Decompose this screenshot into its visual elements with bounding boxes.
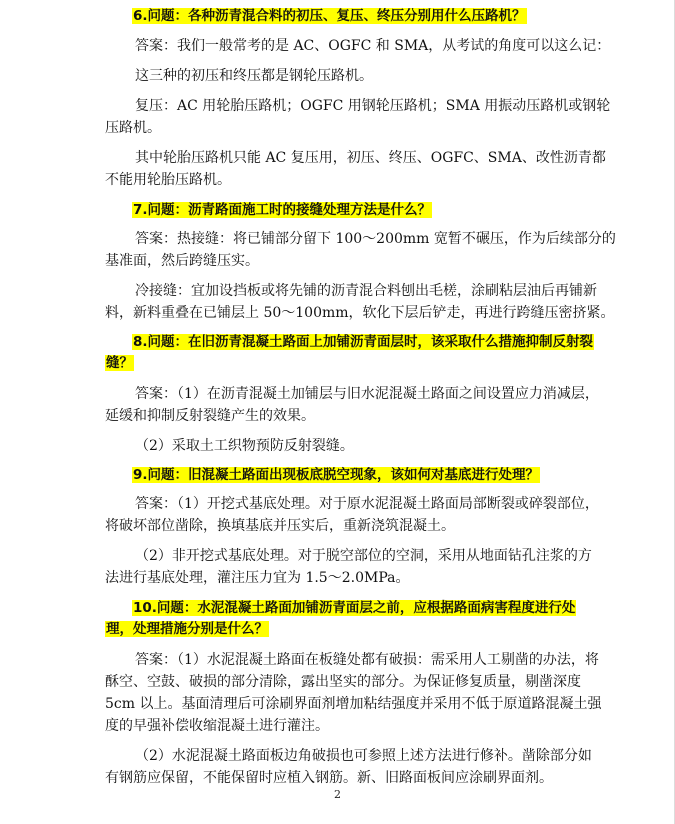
answer-9-line-4: 法进行基底处理，灌注压力宜为 1.5～2.0MPa。	[105, 570, 410, 586]
answer-9-line-1: 答案：（1）开挖式基底处理。对于原水泥混凝土路面局部断裂或碎裂部位，	[135, 496, 599, 512]
highlight: 8.问题：在旧沥青混凝土路面上加铺沥青面层时，该采取什么措施抑制反射裂	[133, 334, 594, 350]
answer-9-line-3: （2）非开挖式基底处理。对于脱空部位的空洞，采用从地面钻孔注浆的方	[135, 548, 592, 564]
question-9	[132, 465, 540, 485]
question-7	[132, 200, 432, 220]
answer-8-line-2: 延缓和抑制反射裂缝产生的效果。	[105, 408, 315, 424]
answer-8-line-1: 答案：（1）在沥青混凝土加铺层与旧水泥混凝土路面之间设置应力消减层，	[135, 386, 599, 402]
highlight: 7.问题：沥青路面施工时的接缝处理方法是什么？	[133, 202, 432, 218]
answer-6-line-4: 压路机。	[105, 120, 161, 136]
answer-10-line-3: 5cm 以上。基面清理后可涂刷界面剂增加粘结强度并采用不低于原道路混凝土强	[105, 696, 602, 712]
answer-7-line-4: 料，新料重叠在已铺层上 50～100mm，软化下层后铲走，再进行跨缝压密挤紧。	[105, 305, 615, 321]
answer-10-line-4: 度的早强补偿收缩混凝土进行灌注。	[105, 718, 329, 734]
question-6	[132, 6, 527, 26]
answer-10-line-5: （2）水泥混凝土路面板边角破损也可参照上述方法进行修补。凿除部分如	[135, 748, 592, 764]
question-10-line-1	[132, 598, 576, 618]
highlight: 理，处理措施分别是什么？	[106, 621, 268, 637]
answer-8-line-3: （2）采取土工织物预防反射裂缝。	[135, 438, 354, 454]
highlight: 10.问题：水泥混凝土路面加铺沥青面层之前，应根据路面病害程度进行处	[133, 600, 576, 616]
answer-6-line-2: 这三种的初压和终压都是钢轮压路机。	[135, 68, 373, 84]
highlight: 6.问题：各种沥青混合料的初压、复压、终压分别用什么压路机？	[133, 8, 526, 24]
answer-9-line-2: 将破坏部位凿除，换填基底并压实后，重新浇筑混凝土。	[105, 518, 455, 534]
answer-7-line-3: 冷接缝：宜加设挡板或将先铺的沥青混合料刨出毛槎，涂刷粘层油后再铺新	[135, 283, 597, 299]
question-8-line-2	[105, 353, 134, 373]
answer-6-line-1: 答案：我们一般常考的是 AC、OGFC 和 SMA，从考试的角度可以这么记：	[135, 38, 611, 54]
highlight: 9.问题：旧混凝土路面出现板底脱空现象，该如何对基底进行处理？	[133, 467, 540, 483]
answer-6-line-5: 其中轮胎压路机只能 AC 复压用，初压、终压、OGFC、SMA、改性沥青都	[135, 150, 606, 166]
answer-6-line-6: 不能用轮胎压路机。	[105, 172, 231, 188]
answer-10-line-6: 有钢筋应保留，不能保留时应植入钢筋。新、旧路面板间应涂刷界面剂。	[105, 770, 553, 786]
highlight: 缝？	[106, 355, 133, 371]
question-10-line-2	[105, 619, 269, 639]
answer-7-line-2: 基准面，然后跨缝压实。	[105, 253, 259, 269]
answer-10-line-1: 答案：（1）水泥混凝土路面在板缝处都有破损：需采用人工剔凿的办法，将	[135, 652, 599, 668]
page-number: 2	[334, 788, 341, 801]
question-8-line-1	[132, 332, 594, 352]
answer-6-line-3: 复压：AC 用轮胎压路机；OGFC 用钢轮压路机；SMA 用振动压路机或钢轮	[135, 98, 611, 114]
answer-7-line-1: 答案：热接缝：将已铺部分留下 100～200mm 宽暂不碾压，作为后续部分的	[135, 231, 616, 247]
answer-10-line-2: 酥空、空鼓、破损的部分清除，露出坚实的部分。为保证修复质量，剔凿深度	[105, 674, 581, 690]
